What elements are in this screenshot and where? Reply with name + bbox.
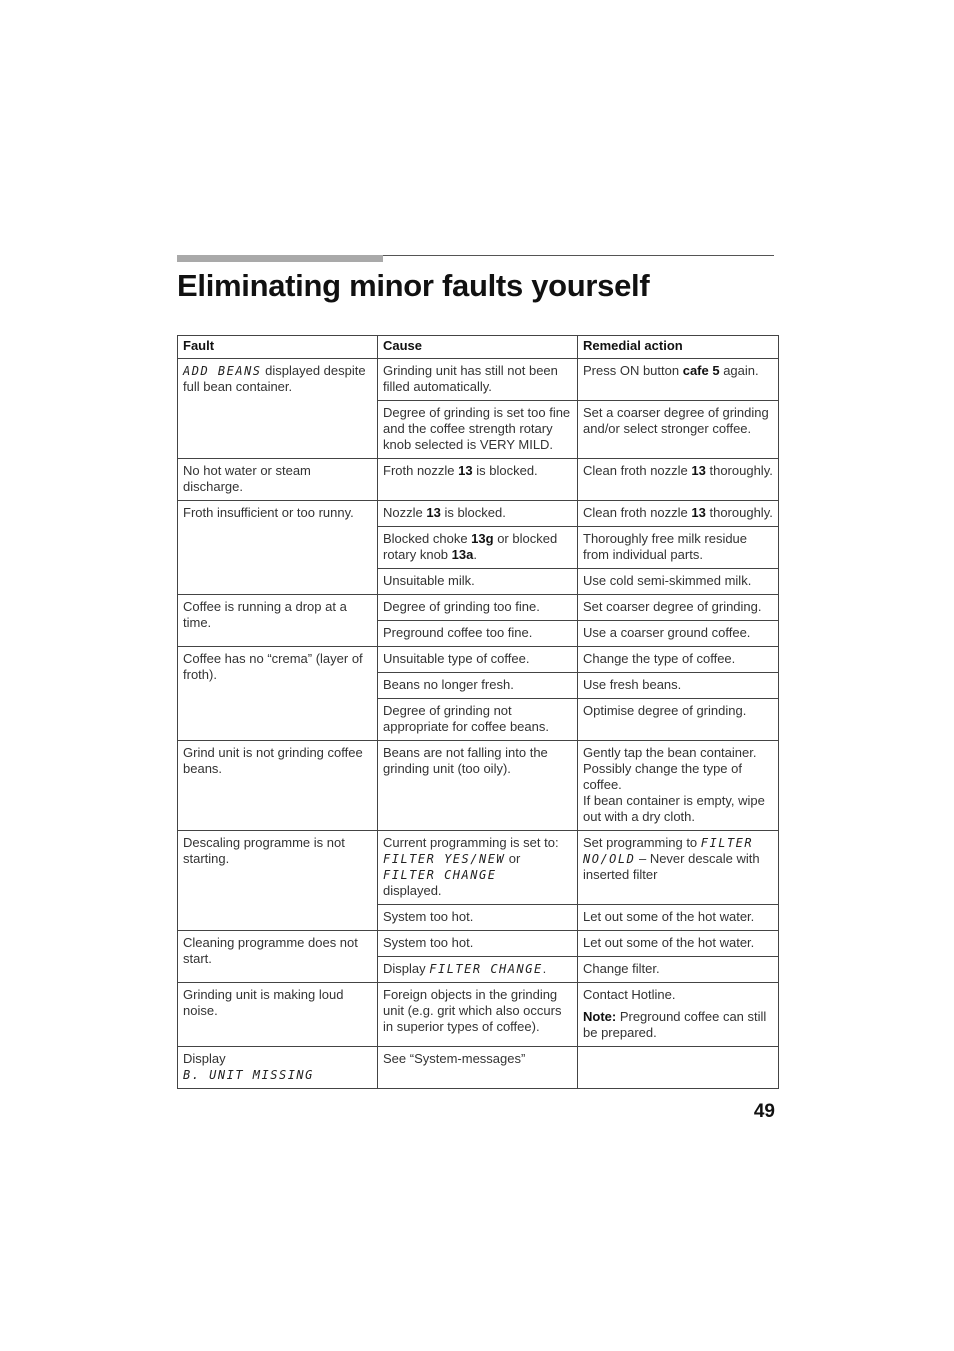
action-cell [578, 1047, 779, 1089]
header-rule-thick [177, 255, 383, 262]
table-row [178, 501, 779, 527]
table-row [178, 459, 779, 501]
cause-cell: Degree of grinding not appropriate for coffee beans. [378, 699, 578, 741]
fault-cell: Froth insufficient or too runny. [178, 501, 378, 595]
cause-cell: Froth nozzle 13 is blocked. [378, 459, 578, 501]
table-row [178, 359, 779, 401]
header-cause: Cause [378, 336, 578, 359]
action-cell: Thoroughly free milk residue from individual parts. [578, 527, 779, 569]
action-cell: Press ON button cafe 5 again. [578, 359, 779, 401]
lcd-text: FILTER CHANGE [429, 962, 543, 976]
action-cell: Gently tap the bean container. Possibly change the type of coffee. If bean container is empty, wipe out with a dry cloth. [578, 741, 779, 831]
header-fault: Fault [178, 336, 378, 359]
cause-cell: Unsuitable type of coffee. [378, 647, 578, 673]
table-row [178, 595, 779, 621]
fault-cell: Grind unit is not grinding coffee beans. [178, 741, 378, 831]
cause-cell: Degree of grinding is set too fine and the coffee strength rotary knob selected is VERY MILD. [378, 401, 578, 459]
action-cell: Set a coarser degree of grinding and/or select stronger coffee. [578, 401, 779, 459]
action-cell: Optimise degree of grinding. [578, 699, 779, 741]
action-cell: Change the type of coffee. [578, 647, 779, 673]
cause-cell: Unsuitable milk. [378, 569, 578, 595]
lcd-text: ADD BEANS [183, 364, 262, 378]
action-cell: Let out some of the hot water. [578, 905, 779, 931]
lcd-text: FILTER CHANGE [383, 868, 497, 882]
cause-cell: See “System-messages” [378, 1047, 578, 1089]
table-row [178, 741, 779, 831]
fault-cell: No hot water or steam discharge. [178, 459, 378, 501]
action-cell: Clean froth nozzle 13 thoroughly. [578, 459, 779, 501]
header-rule-thin [383, 255, 774, 256]
action-cell: Set coarser degree of grinding. [578, 595, 779, 621]
faults-table [177, 335, 779, 1089]
cause-cell: Beans no longer fresh. [378, 673, 578, 699]
page-number: 49 [753, 1101, 775, 1122]
cause-cell: Preground coffee too fine. [378, 621, 578, 647]
fault-cell: Cleaning programme does not start. [178, 931, 378, 983]
table-row [178, 1047, 779, 1089]
header-remedial-action: Remedial action [578, 336, 779, 359]
cause-cell: Beans are not falling into the grinding unit (too oily). [378, 741, 578, 831]
action-cell: Contact Hotline. Note: Preground coffee can still be prepared. [578, 983, 779, 1047]
action-cell: Use a coarser ground coffee. [578, 621, 779, 647]
fault-cell: Coffee has no “crema” (layer of froth). [178, 647, 378, 741]
cause-cell: Foreign objects in the grinding unit (e.g. grit which also occurs in superior types of coffee). [378, 983, 578, 1047]
table-header-row [178, 336, 779, 359]
cause-cell: Nozzle 13 is blocked. [378, 501, 578, 527]
lcd-text: FILTER NO/OLD [583, 836, 754, 866]
cause-cell: Display FILTER CHANGE. [378, 957, 578, 983]
cause-cell: System too hot. [378, 905, 578, 931]
action-cell: Use fresh beans. [578, 673, 779, 699]
fault-cell: Descaling programme is not starting. [178, 831, 378, 931]
action-cell: Change filter. [578, 957, 779, 983]
table-row [178, 647, 779, 673]
action-cell: Set programming to FILTER NO/OLD – Never descale with inserted filter [578, 831, 779, 905]
note-label: Note: [583, 1009, 617, 1024]
table-row [178, 831, 779, 905]
fault-cell: Grinding unit is making loud noise. [178, 983, 378, 1047]
action-cell: Use cold semi-skimmed milk. [578, 569, 779, 595]
cause-cell: Current programming is set to: FILTER YES/NEW or FILTER CHANGE displayed. [378, 831, 578, 905]
cause-cell: System too hot. [378, 931, 578, 957]
lcd-text: B. UNIT MISSING [183, 1068, 314, 1082]
fault-cell: Coffee is running a drop at a time. [178, 595, 378, 647]
lcd-text: FILTER YES/NEW [383, 852, 506, 866]
cause-cell: Grinding unit has still not been filled automatically. [378, 359, 578, 401]
action-cell: Clean froth nozzle 13 thoroughly. [578, 501, 779, 527]
cause-cell: Degree of grinding too fine. [378, 595, 578, 621]
fault-cell: ADD BEANS displayed despite full bean container. [178, 359, 378, 459]
action-cell: Let out some of the hot water. [578, 931, 779, 957]
table-row [178, 931, 779, 957]
fault-cell: Display B. UNIT MISSING [178, 1047, 378, 1089]
page-title: Eliminating minor faults yourself [177, 268, 650, 303]
table-row [178, 983, 779, 1047]
cause-cell: Blocked choke 13g or blocked rotary knob 13a. [378, 527, 578, 569]
